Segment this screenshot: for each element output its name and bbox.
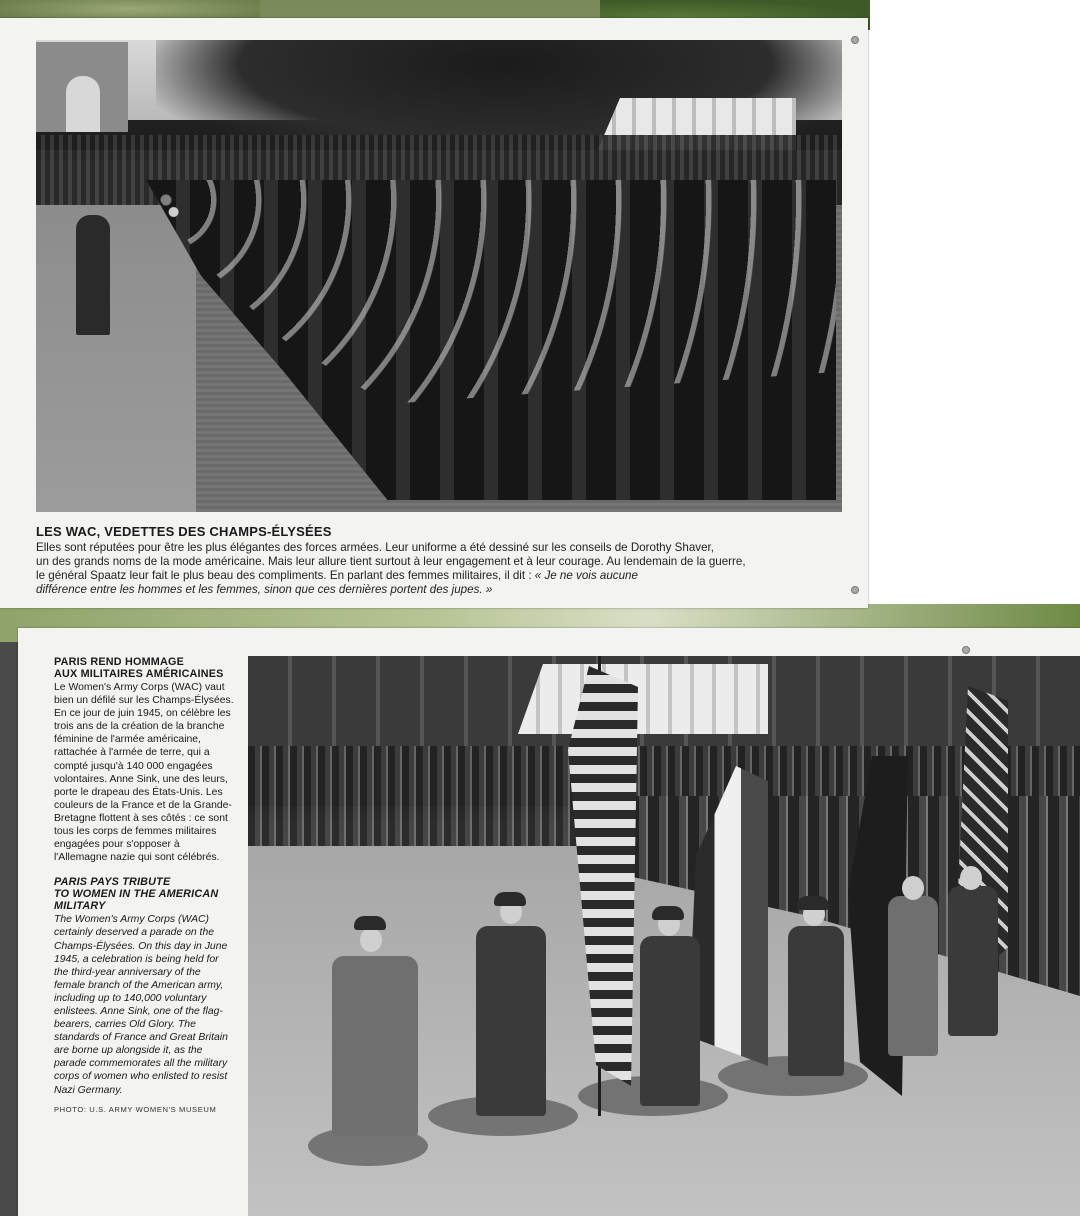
fr-title-line: PARIS REND HOMMAGE xyxy=(54,656,184,668)
arc-de-triomphe xyxy=(36,42,128,132)
head xyxy=(902,876,924,900)
woman-marcher xyxy=(788,926,844,1076)
en-body: The Women's Army Corps (WAC) certainly deserved a parade on the Champs-Élysées. On this day in June 1945, a celebration is being held for the third-year anniversary of the female branch of the American army, including up to 140,000 voluntary enlistees. Anne Sink, one of the flag-bearers, carries Old Glory. The standards of France and Great Britain are borne up alongside it, as the parade commemorates all the military corps of women who enlisted to resist Nazi Germany. xyxy=(54,914,228,1096)
en-title-line: MILITARY xyxy=(54,900,106,913)
bottom-text-column xyxy=(54,656,234,1116)
photo-soldier xyxy=(76,215,110,335)
parade-photo-flag-bearers xyxy=(248,656,1080,1216)
cap xyxy=(797,896,829,910)
head xyxy=(360,928,382,952)
fr-title-line: AUX MILITAIRES AMÉRICAINES xyxy=(54,668,224,680)
screw-icon xyxy=(962,646,970,654)
en-title xyxy=(54,876,234,912)
fr-title xyxy=(54,656,234,680)
background-white xyxy=(865,0,1080,620)
en-title-line: PARIS PAYS TRIBUTE xyxy=(54,876,171,889)
top-caption-title: LES WAC, VEDETTES DES CHAMPS-ÉLYSÉES xyxy=(36,524,332,539)
parade-photo-wac-marching xyxy=(36,40,842,512)
woman-leader xyxy=(332,956,418,1136)
en-title-line: TO WOMEN IN THE AMERICAN xyxy=(54,888,219,901)
cap xyxy=(652,906,684,920)
caption-line: le général Spaatz leur fait le plus beau des compliments. En parlant des femmes militaires, il dit : xyxy=(36,569,532,582)
caption-line: Elles sont réputées pour être les plus élégantes des forces armées. Leur uniforme a été dessiné sur les conseils de Dorothy Shaver, xyxy=(36,541,714,554)
screw-icon xyxy=(851,36,859,44)
woman-marcher xyxy=(948,886,998,1036)
cap xyxy=(494,892,526,906)
woman-flag-bearer xyxy=(476,926,546,1116)
woman-marcher xyxy=(888,896,938,1056)
exhibit-panel-top xyxy=(0,18,868,608)
woman-flag-bearer xyxy=(640,936,700,1106)
head xyxy=(960,866,982,890)
photo-credit: PHOTO: U.S. ARMY WOMEN'S MUSEUM xyxy=(54,1104,217,1114)
caption-quote: « Je ne vois aucune xyxy=(534,569,638,582)
fr-body: Le Women's Army Corps (WAC) vaut bien un défilé sur les Champs-Élysées. En ce jour de juin 1945, on célèbre les trois ans de la création de la branche féminine de l'armée américaine, rattachée à l'armée de terre, qui a compté jusqu'à 140 000 engagées volontaires. Anne Sink, une des leurs, porte le drapeau des États-Unis. Les couleurs de la France et de la Grande-Bretagne flottent à ses côtés : ce sont tous les corps de femmes militaires engagées pour s'opposer à l'Allemagne nazie qui sont célébrés. xyxy=(54,682,234,864)
caption-line: un des grands noms de la mode américaine. Mais leur allure tient surtout à leur engagement et à leur courage. Au lendemain de la guerre, xyxy=(36,555,746,568)
cap xyxy=(354,916,386,930)
top-caption-body xyxy=(36,541,836,597)
panel-post xyxy=(0,642,20,1216)
top-caption xyxy=(36,524,836,597)
caption-quote: différence entre les hommes et les femmes, sinon que ces dernières portent des jupes. » xyxy=(36,583,493,596)
photo-awning xyxy=(518,664,768,734)
screw-icon xyxy=(851,586,859,594)
